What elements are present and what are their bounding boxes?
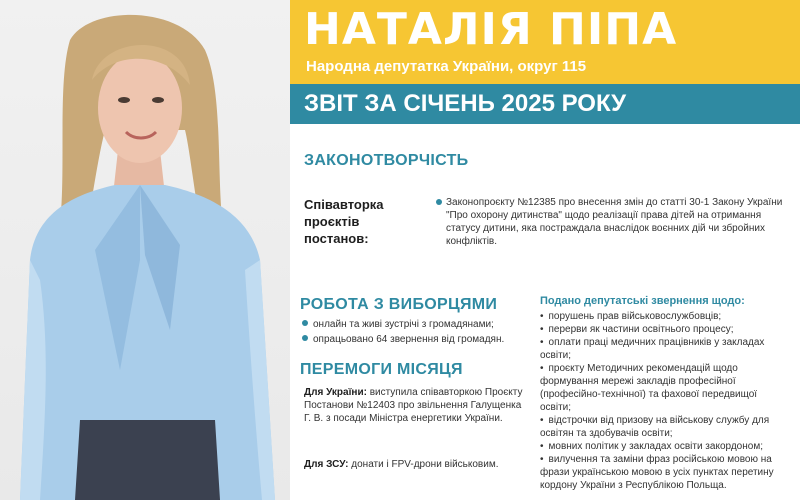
list-item: • відстрочки від призову на військову службу для освітян та здобувачів освіти;: [540, 414, 790, 440]
wins-title: ПЕРЕМОГИ МІСЯЦЯ: [300, 361, 463, 378]
list-item: • проєкту Методичних рекомендацій щодо формування мережі закладів професійної (професійно-технічної) та фахової передвищої освіти;: [540, 362, 790, 414]
list-item: • мовних політик у закладах освіти закордоном;: [540, 440, 790, 453]
voters-item: онлайн та живі зустрічі з громадянами;: [302, 318, 494, 331]
wins-zsu-text: Для ЗСУ: донати і FPV-дрони військовим.: [304, 459, 499, 470]
list-item: • оплати праці медичних працівників у закладах освіти;: [540, 336, 790, 362]
list-item: • перерви як частини освітнього процесу;: [540, 323, 790, 336]
draft-law-text: Законопроєкту №12385 про внесення змін до статті 30-1 Закону України "Про охорону дитинства" щодо реалізації права дітей на отримання статусу дитини, яка постраждала внаслідок воєнних дій чи збройних конфліктів.: [446, 197, 783, 247]
wins-ukraine-label: Для України:: [304, 387, 367, 398]
bullet-dot-icon: [302, 320, 308, 326]
list-item: • порушень прав військовослужбовців;: [540, 310, 790, 323]
report-title: ЗВІТ ЗА СІЧЕНЬ 2025 РОКУ: [304, 90, 627, 117]
coauthor-label-line-3: постанов:: [304, 231, 369, 246]
wins-zsu-label: Для ЗСУ:: [304, 459, 349, 470]
deputy-name: НАТАЛІЯ ПІПА: [304, 4, 678, 55]
appeals-list: [540, 310, 790, 492]
lawmaking-title: ЗАКОНОТВОРЧІСТЬ: [304, 152, 469, 169]
voters-title: РОБОТА З ВИБОРЦЯМИ: [300, 296, 498, 313]
coauthor-label-line-1: Співавторка: [304, 197, 384, 212]
wins-ukraine-text: Для України: виступила співавторкою Проєкту Постанови №12403 про звільнення Галущенка Г. В. з посади Міністра енергетики України.: [304, 387, 523, 424]
portrait-illustration: [0, 0, 290, 500]
portrait-photo: [0, 0, 290, 500]
appeals-title: Подано депутатські звернення щодо:: [540, 295, 745, 307]
bullet-dot-icon: [302, 335, 308, 341]
coauthor-label-line-2: проєктів: [304, 214, 360, 229]
deputy-subtitle: Народна депутатка України, округ 115: [306, 58, 587, 75]
bullet-dot-icon: [436, 199, 442, 205]
voters-item: опрацьовано 64 звернення від громадян.: [302, 333, 504, 346]
list-item: • вилучення та заміни фраз російською мовою на фрази українською мовою в усіх пунктах перетину кордону України з Республікою Польща.: [540, 453, 790, 492]
